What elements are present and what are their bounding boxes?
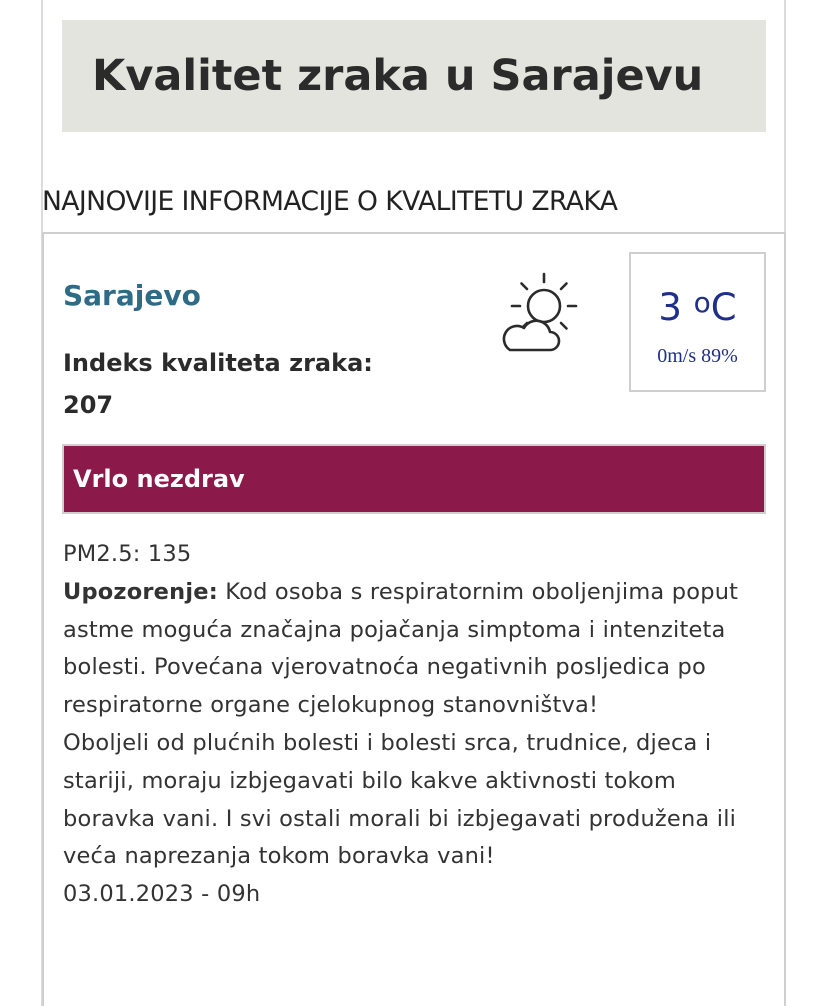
degree-symbol: o [693, 286, 711, 319]
status-label: Vrlo nezdrav [73, 465, 245, 493]
section-heading: NAJNOVIJE INFORMACIJE O KVALITETU ZRAKA [42, 186, 618, 217]
advice-paragraph: Oboljeli od plućnih bolesti i bolesti srca, trudnice, djeca i stariji, moraju izbjegavati bilo kakve aktivnosti tokom boravka vani. I svi ostali morali bi izbjegavati produžena ili veća naprezanja tokom boravka vani! [63, 729, 737, 870]
warning-paragraph [63, 574, 775, 725]
pm25-value: 135 [147, 541, 192, 567]
details-text [63, 536, 775, 914]
wind-humidity: 0m/s 89% [657, 345, 738, 367]
pm25-label: PM2.5: [63, 541, 148, 567]
warning-label: Upozorenje: [63, 578, 218, 605]
aqi-label: Indeks kvaliteta zraka: [63, 349, 373, 377]
temperature-value: 3 [658, 286, 682, 329]
aqi-value: 207 [63, 391, 114, 419]
partly-cloudy-icon [496, 268, 584, 356]
timestamp: 03.01.2023 - 09h [63, 881, 261, 908]
warning-text: Kod osoba s respiratornim oboljenjima poput astme moguća značajna pojačanja simptoma i intenziteta bolesti. Povećana vjerovatnoća negativnih posljedica po respiratorne organe cjelokupnog stanovništva! [63, 578, 739, 719]
page-title: Kvalitet zraka u Sarajevu [92, 51, 704, 101]
temperature-unit: C [710, 286, 737, 329]
pm25-line [63, 536, 775, 574]
city-name: Sarajevo [63, 279, 201, 312]
temperature [629, 282, 766, 337]
